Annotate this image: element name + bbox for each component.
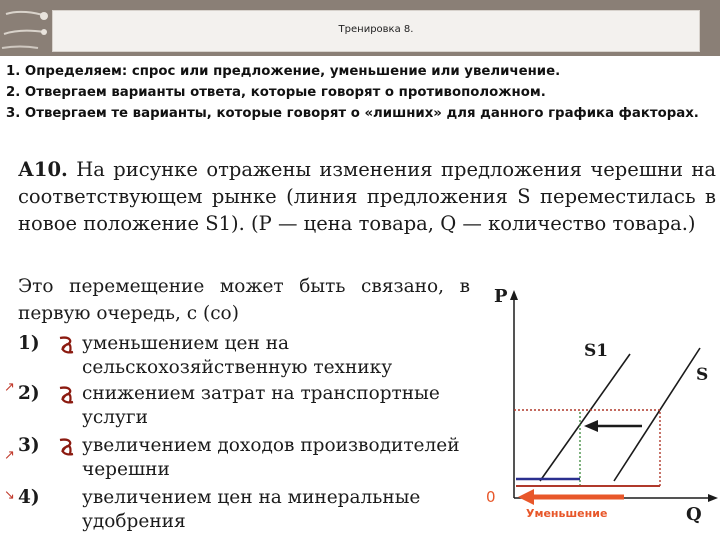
instruction-2: 2. Отвергаем варианты ответа, которые говорят о противоположном. <box>6 85 546 100</box>
title-box <box>52 10 700 52</box>
task-text <box>18 156 716 237</box>
option-2-text: снижением затрат на транспортные услуги <box>82 383 440 428</box>
slide-header-bar <box>0 0 720 56</box>
option-2-number: 2) <box>18 383 40 404</box>
task-id: А10. <box>18 158 68 181</box>
option-4 <box>18 486 470 532</box>
p-axis-label: P <box>494 286 508 307</box>
q-axis-arrowhead <box>708 494 718 502</box>
side-arrow-up-icon: ↗ <box>4 448 15 463</box>
scribble-mark-icon <box>56 436 78 458</box>
option-1 <box>18 332 470 378</box>
scribble-mark-icon <box>56 334 78 356</box>
s1-curve <box>540 354 630 481</box>
shift-arrowhead <box>584 420 598 432</box>
s1-label: S1 <box>584 341 609 361</box>
s-label: S <box>696 365 709 385</box>
option-4-text: увеличением цен на минеральные удобрения <box>82 487 421 532</box>
option-4-number: 4) <box>18 487 40 508</box>
p-axis-arrowhead <box>510 290 518 300</box>
side-arrow-up-icon: ↗ <box>4 380 15 395</box>
option-2 <box>18 382 470 428</box>
option-3-number: 3) <box>18 435 40 456</box>
supply-shift-graph <box>472 276 720 540</box>
q-axis-label: Q <box>686 504 702 525</box>
instruction-3: 3. Отвергаем те варианты, которые говорят о «лишних» для данного графика факторах. <box>6 106 699 121</box>
decrease-label: Уменьшение <box>526 507 608 520</box>
pin-decoration-icon <box>0 0 52 56</box>
scribble-mark-icon <box>56 384 78 406</box>
option-3 <box>18 434 470 480</box>
slide-title: Тренировка 8. <box>338 24 414 35</box>
option-3-text: увеличением доходов производителей черешни <box>82 435 460 480</box>
instructions <box>6 61 712 124</box>
instruction-1: 1. Определяем: спрос или предложение, уменьшение или увеличение. <box>6 64 561 79</box>
s-curve <box>614 348 700 481</box>
task-body: На рисунке отражены изменения предложения черешни на соответствующем рынке (линия предложения S переместилась в новое положение S1). (P — цена товара, Q — количество товара.) <box>18 158 716 235</box>
option-1-text: уменьшением цен на сельскохозяйственную технику <box>82 333 393 378</box>
option-1-number: 1) <box>18 333 40 354</box>
task-lead: Это перемещение может быть связано, в первую очередь, с (со) <box>18 276 470 324</box>
equilibrium-guide-dotted <box>514 410 660 488</box>
origin-label: 0 <box>486 488 496 506</box>
side-arrow-down-icon: ↘ <box>4 488 15 503</box>
decrease-arrowhead <box>518 489 534 505</box>
